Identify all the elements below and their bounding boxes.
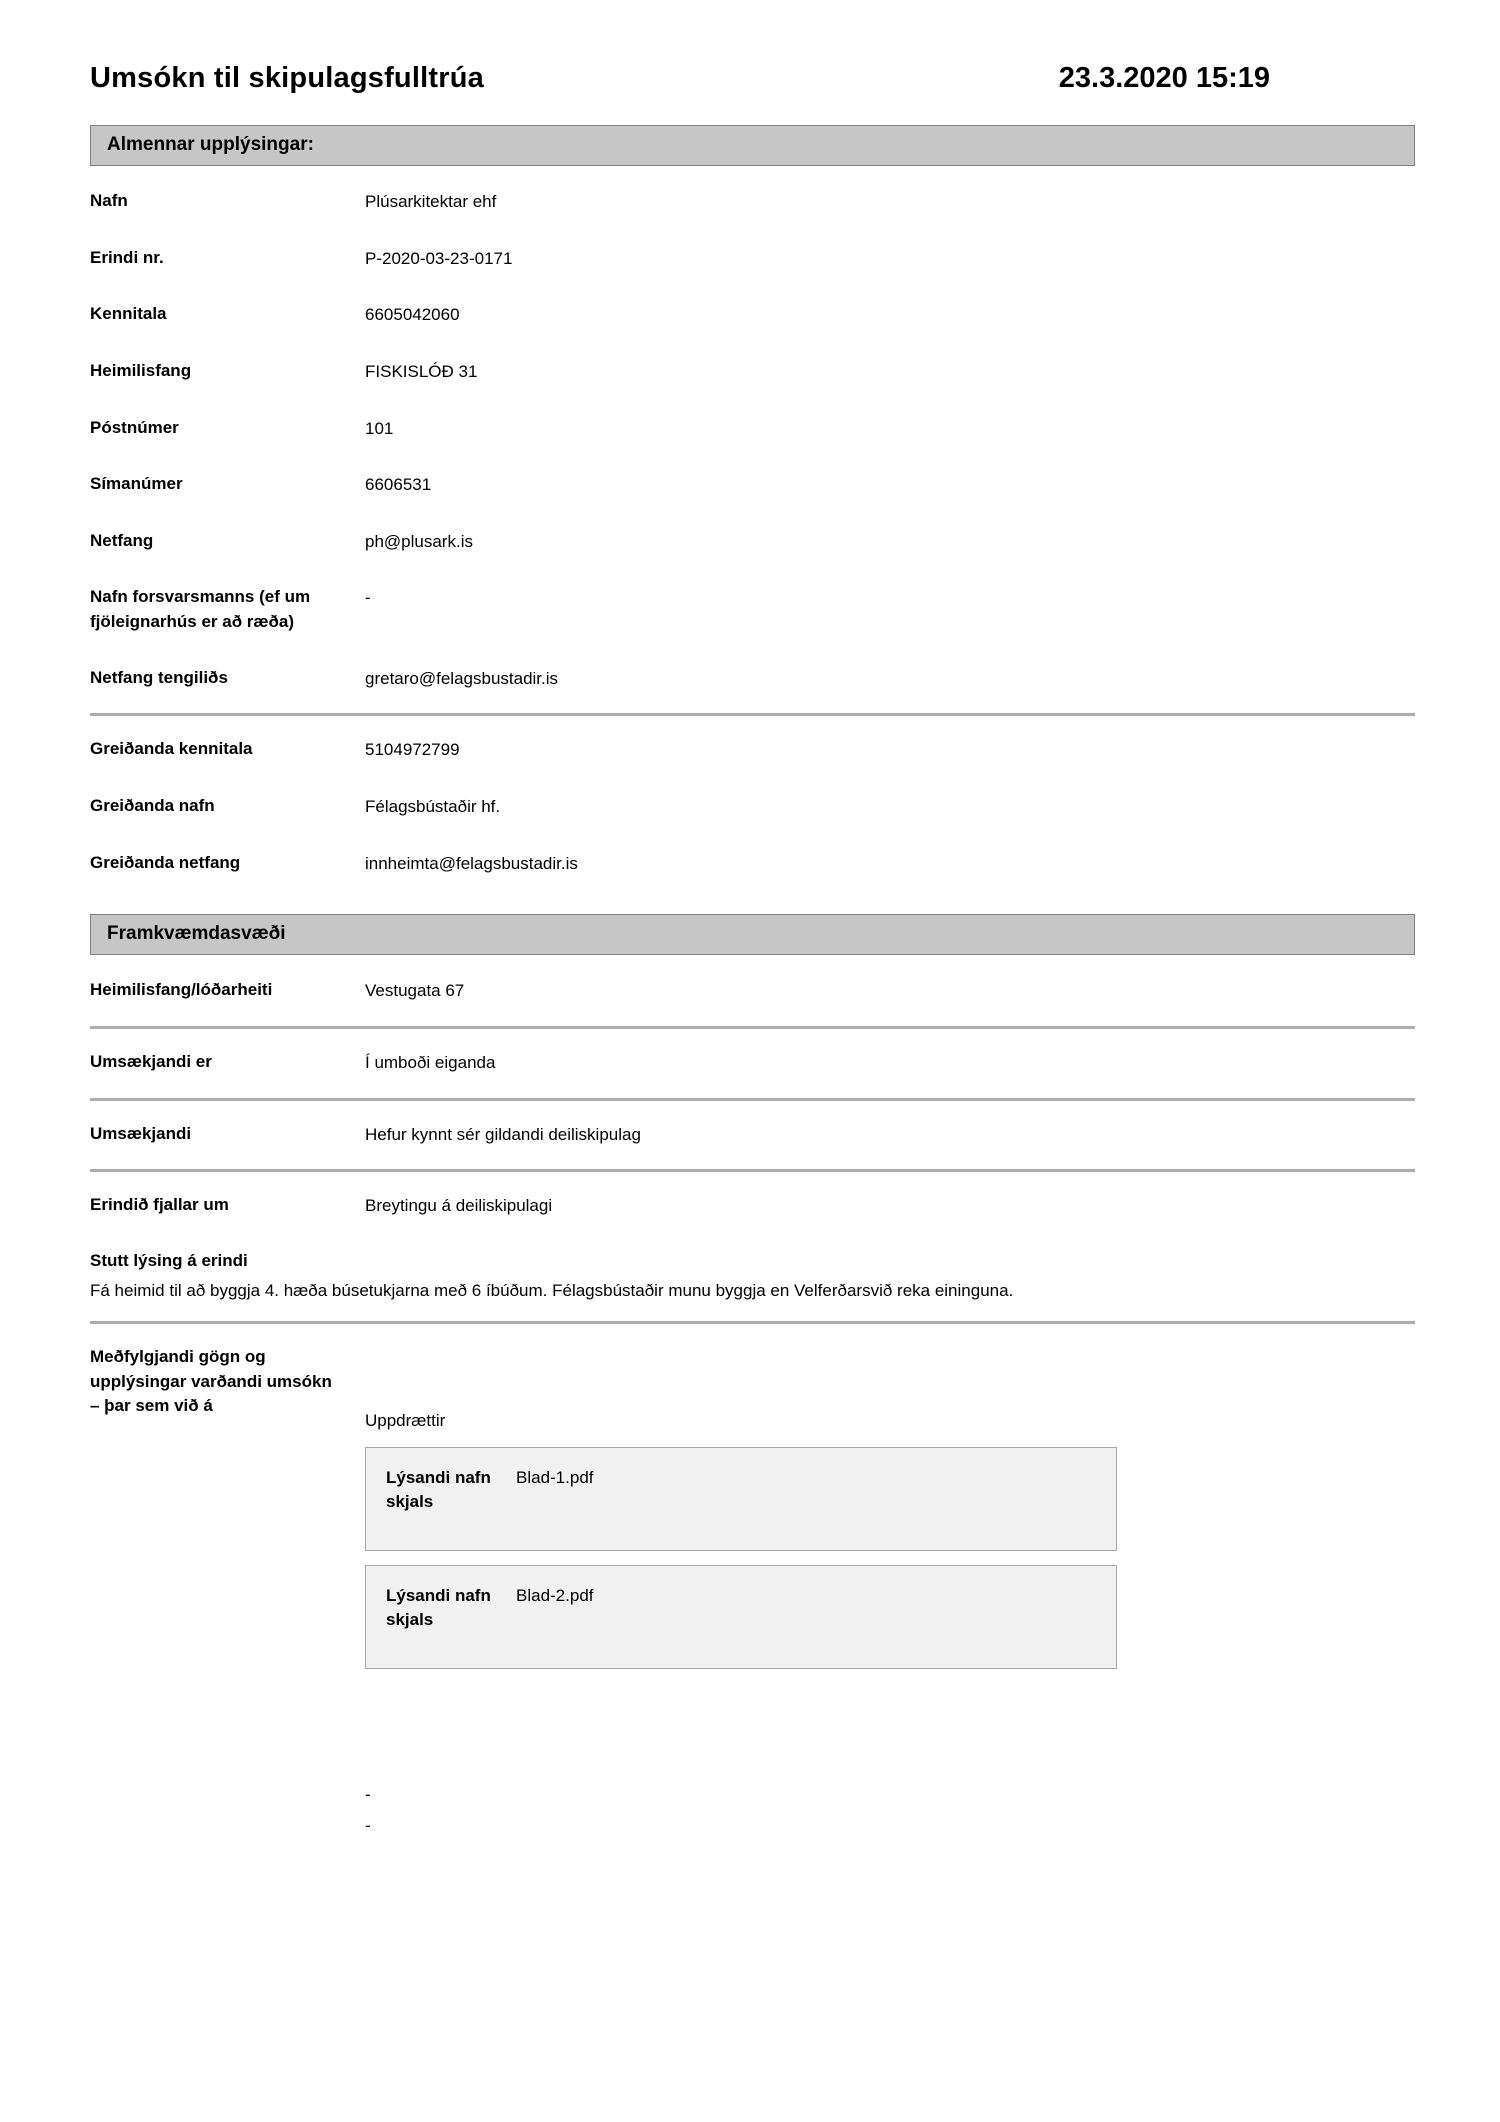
- field-row-netfang-tengilids: [90, 651, 1415, 708]
- attachment-file-box: [365, 1447, 1117, 1551]
- field-value-lodarheiti: Vestugata 67: [365, 981, 465, 1001]
- field-value-umsaekjandi-er: Í umboði eiganda: [365, 1052, 496, 1072]
- field-label-heimilisfang: Heimilisfang: [90, 360, 192, 380]
- field-row-nafn: [90, 174, 1415, 231]
- placeholder-dash: -: [365, 1784, 371, 1804]
- field-row-greidanda-kennitala: [90, 722, 1415, 779]
- attachment-file-box: [365, 1565, 1117, 1669]
- field-label-kennitala: Kennitala: [90, 304, 167, 324]
- section-heading-general: Almennar upplýsingar:: [90, 125, 1415, 166]
- field-row-greidanda-nafn: [90, 779, 1415, 836]
- field-row-heimilisfang: [90, 344, 1415, 401]
- field-label-forsvarsmanns: Nafn forsvarsmanns (ef um fjöleignarhús er að ræða): [90, 587, 311, 632]
- field-value-forsvarsmanns: -: [365, 588, 371, 608]
- field-label-umsaekjandi-er: Umsækjandi er: [90, 1051, 212, 1071]
- field-row-umsaekjandi: [90, 1107, 1415, 1164]
- document-header: [90, 62, 1415, 95]
- field-label-greidanda-kennitala: Greiðanda kennitala: [90, 739, 253, 759]
- field-label-erindid-fjallar-um: Erindið fjallar um: [90, 1195, 229, 1215]
- field-value-erindid-fjallar-um: Breytingu á deiliskipulagi: [365, 1196, 553, 1216]
- attachment-file-label: Lýsandi nafn skjals: [386, 1585, 491, 1630]
- page-title: Umsókn til skipulagsfulltrúa: [90, 62, 484, 94]
- field-label-lodarheiti: Heimilisfang/lóðarheiti: [90, 980, 273, 1000]
- field-row-postnumer: [90, 401, 1415, 458]
- trailing-placeholders: [365, 1779, 1117, 1842]
- field-label-greidanda-netfang: Greiðanda netfang: [90, 852, 241, 872]
- field-value-erindi-nr: P-2020-03-23-0171: [365, 248, 513, 268]
- field-row-forsvarsmanns: [90, 570, 1415, 650]
- field-label-nafn: Nafn: [90, 191, 128, 210]
- field-row-erindi-nr: [90, 231, 1415, 288]
- field-row-greidanda-netfang: [90, 836, 1415, 893]
- field-row-erindid-fjallar-um: [90, 1178, 1415, 1235]
- field-value-greidanda-netfang: innheimta@felagsbustadir.is: [365, 853, 578, 873]
- short-description-text: Fá heimid til að byggja 4. hæða búsetukjarna með 6 íbúðum. Félagsbústaðir munu byggja en Velferðarsvið reka eininguna.: [90, 1280, 1014, 1300]
- field-row-simanumer: [90, 457, 1415, 514]
- field-row-kennitala: [90, 287, 1415, 344]
- field-value-netfang-tengilids: gretaro@felagsbustadir.is: [365, 668, 559, 688]
- short-description-block: [90, 1235, 1415, 1315]
- section-heading-project: Framkvæmdasvæði: [90, 914, 1415, 955]
- attachment-file-label: Lýsandi nafn skjals: [386, 1467, 491, 1512]
- field-row-lodarheiti: [90, 963, 1415, 1020]
- field-label-umsaekjandi: Umsækjandi: [90, 1123, 192, 1143]
- field-value-simanumer: 6606531: [365, 475, 432, 495]
- attachment-file-name: Blad-2.pdf: [516, 1585, 594, 1605]
- field-label-simanumer: Símanúmer: [90, 474, 183, 494]
- attachments-value: [365, 1345, 1117, 1842]
- attachments-category: Uppdrættir: [365, 1411, 446, 1431]
- field-value-nafn: Plúsarkitektar ehf: [365, 192, 497, 211]
- section-divider: [90, 713, 1415, 716]
- document-timestamp: 23.3.2020 15:19: [1058, 62, 1270, 94]
- field-value-heimilisfang: FISKISLÓÐ 31: [365, 361, 478, 381]
- field-value-greidanda-kennitala: 5104972799: [365, 740, 460, 760]
- section-divider: [90, 1026, 1415, 1029]
- field-row-umsaekjandi-er: [90, 1035, 1415, 1092]
- field-value-postnumer: 101: [365, 418, 394, 438]
- attachments-row: [90, 1330, 1415, 1842]
- attachment-file-name: Blad-1.pdf: [516, 1467, 594, 1487]
- field-label-postnumer: Póstnúmer: [90, 417, 179, 437]
- field-label-erindi-nr: Erindi nr.: [90, 247, 164, 267]
- field-label-netfang: Netfang: [90, 530, 154, 550]
- field-label-netfang-tengilids: Netfang tengiliðs: [90, 667, 228, 687]
- section-divider: [90, 1321, 1415, 1324]
- field-row-netfang: [90, 514, 1415, 571]
- section-divider: [90, 1098, 1415, 1101]
- attachments-label: Meðfylgjandi gögn og upplýsingar varðandi umsókn – þar sem við á: [90, 1347, 332, 1416]
- section-divider: [90, 1169, 1415, 1172]
- placeholder-dash: -: [365, 1816, 371, 1836]
- field-value-umsaekjandi: Hefur kynnt sér gildandi deiliskipulag: [365, 1124, 641, 1144]
- field-value-kennitala: 6605042060: [365, 305, 460, 325]
- field-value-netfang: ph@plusark.is: [365, 531, 473, 551]
- short-description-label: Stutt lýsing á erindi: [90, 1250, 248, 1270]
- field-label-greidanda-nafn: Greiðanda nafn: [90, 796, 215, 816]
- field-value-greidanda-nafn: Félagsbústaðir hf.: [365, 797, 501, 817]
